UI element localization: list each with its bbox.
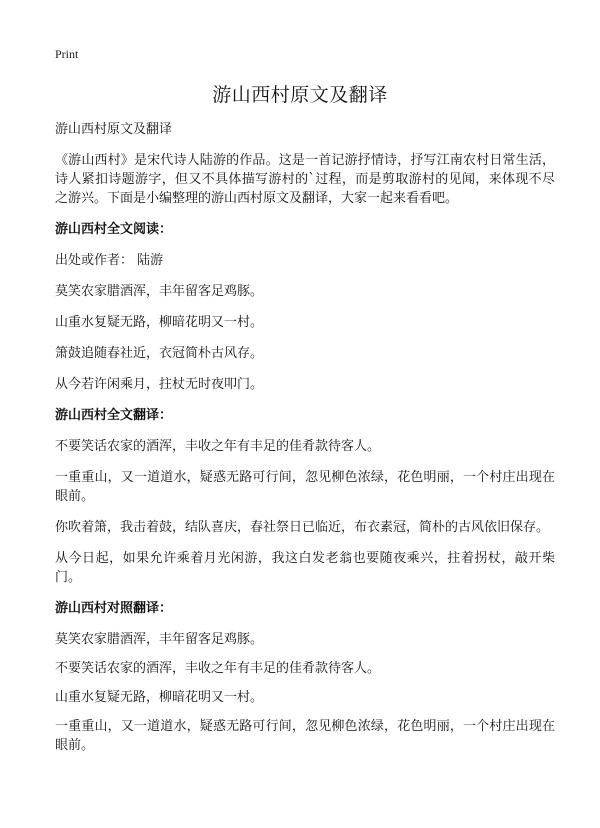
- comparison-paragraph: 山重水复疑无路，柳暗花明又一村。: [55, 690, 264, 705]
- poem-line: 从今若许闲乘月，拄杖无时夜叩门。: [55, 377, 264, 392]
- translation-paragraph: 你吹着箫，我击着鼓，结队喜庆，春社祭日已临近，布衣素冠，简朴的古风依旧保存。: [55, 520, 550, 535]
- poem-line: 莫笑农家腊酒浑，丰年留客足鸡豚。: [55, 284, 264, 299]
- section-heading-comparison: 游山西村对照翻译：: [55, 601, 173, 616]
- section-heading-full-text: 游山西村全文阅读：: [55, 222, 173, 237]
- comparison-paragraph: 莫笑农家腊酒浑，丰年留客足鸡豚。: [55, 632, 264, 647]
- comparison-paragraph: 一重重山，又一道道水，疑惑无路可行间，忽见柳色浓绿，花色明丽，一个村庄出现在眼前。: [55, 719, 555, 753]
- intro-paragraph: 《游山西村》是宋代诗人陆游的作品。这是一首记游抒情诗，抒写江南农村日常生活，诗人紧扣诗题游字，但又不具体描写游村的`过程，而是剪取游村的见闻，来体现不尽之游兴。下面是小编整理的游山西村原文及翻译，大家一起来看看吧。: [55, 153, 555, 206]
- article-body: [55, 120, 555, 765]
- translation-paragraph: 不要笑话农家的酒浑，丰收之年有丰足的佳肴款待客人。: [55, 439, 381, 454]
- poem-line: 山重水复疑无路，柳暗花明又一村。: [55, 315, 264, 330]
- comparison-paragraph: 不要笑话农家的酒浑，丰收之年有丰足的佳肴款待客人。: [55, 661, 381, 676]
- print-link[interactable]: Print: [55, 47, 79, 61]
- page-title: 游山西村原文及翻译: [212, 84, 388, 106]
- section-heading-translation: 游山西村全文翻译：: [55, 408, 173, 423]
- author-line: 出处或作者： 陆游: [55, 253, 164, 268]
- poem-line: 箫鼓追随春社近，衣冠简朴古风存。: [55, 346, 264, 361]
- article-subtitle: 游山西村原文及翻译: [55, 122, 173, 137]
- translation-paragraph: 一重重山，又一道道水，疑惑无路可行间，忽见柳色浓绿，花色明丽，一个村庄出现在眼前。: [55, 470, 555, 504]
- translation-paragraph: 从今日起，如果允许乘着月光闲游，我这白发老翁也要随夜乘兴，拄着拐杖，敲开柴门。: [55, 551, 555, 585]
